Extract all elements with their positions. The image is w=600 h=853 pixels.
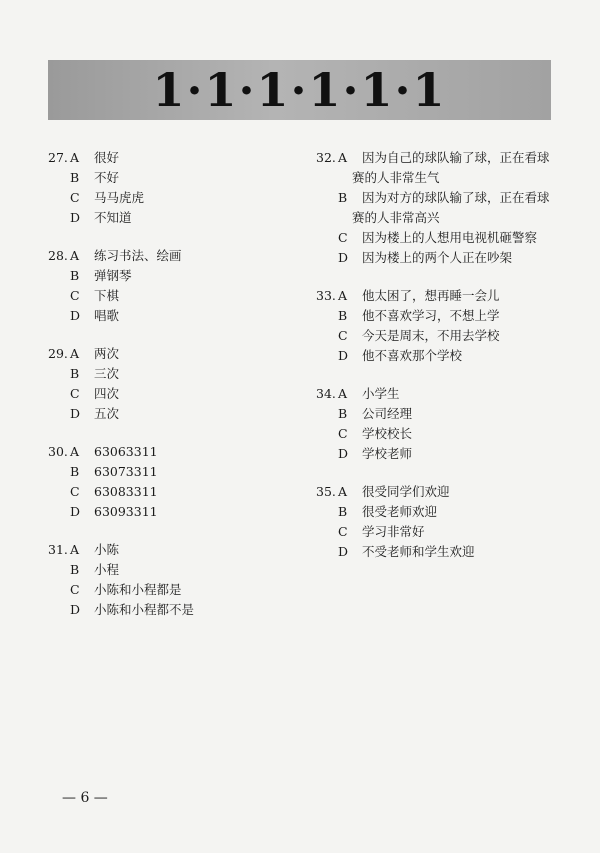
option-text: 因为楼上的两个人正在吵架 bbox=[362, 250, 513, 265]
question-number bbox=[48, 462, 70, 482]
option-text: 63063311 bbox=[94, 444, 158, 459]
answer-option bbox=[316, 346, 566, 366]
option-letter: A bbox=[70, 346, 80, 361]
option-text: 因为对方的球队输了球，正在看球 bbox=[362, 190, 550, 205]
option-letter: C bbox=[338, 524, 348, 539]
question-number bbox=[316, 306, 338, 326]
option-text: 练习书法、绘画 bbox=[94, 248, 182, 263]
option-text: 今天是周末，不用去学校 bbox=[362, 328, 500, 343]
answer-option bbox=[316, 384, 566, 404]
option-text: 不受老师和学生欢迎 bbox=[362, 544, 475, 559]
answer-option bbox=[48, 560, 298, 580]
option-letter: A bbox=[70, 444, 80, 459]
answer-option bbox=[316, 248, 566, 268]
question-number bbox=[316, 228, 338, 248]
question-block bbox=[48, 246, 298, 326]
option-text: 小陈和小程都不是 bbox=[94, 602, 195, 617]
answer-option bbox=[48, 442, 298, 462]
option-letter: D bbox=[338, 544, 349, 559]
question-number: 29. bbox=[48, 346, 68, 361]
question-block bbox=[48, 344, 298, 424]
option-letter: A bbox=[70, 150, 80, 165]
option-letter: A bbox=[70, 542, 80, 557]
option-letter: D bbox=[338, 250, 349, 265]
answer-option bbox=[48, 344, 298, 364]
question-number bbox=[316, 346, 338, 366]
question-number bbox=[48, 306, 70, 326]
question-number: 31. bbox=[48, 542, 68, 557]
option-text: 小程 bbox=[94, 562, 120, 577]
option-text-continuation: 赛的人非常生气 bbox=[352, 170, 440, 185]
option-letter: C bbox=[70, 190, 80, 205]
question-number bbox=[48, 580, 70, 600]
question-number: 33. bbox=[316, 288, 336, 303]
option-letter: B bbox=[70, 268, 80, 283]
option-text: 下棋 bbox=[94, 288, 120, 303]
question-block bbox=[48, 148, 298, 228]
answer-option bbox=[48, 600, 298, 620]
option-letter: B bbox=[70, 464, 80, 479]
answer-option bbox=[48, 148, 298, 168]
answer-option bbox=[316, 306, 566, 326]
right-question-column bbox=[316, 148, 566, 580]
left-question-column bbox=[48, 148, 298, 638]
answer-option bbox=[316, 522, 566, 542]
question-number bbox=[316, 248, 338, 268]
answer-option bbox=[48, 208, 298, 228]
option-text: 他不喜欢学习，不想上学 bbox=[362, 308, 500, 323]
option-text: 很受同学们欢迎 bbox=[362, 484, 450, 499]
header-banner bbox=[48, 60, 551, 120]
question-number bbox=[316, 522, 338, 542]
option-text: 两次 bbox=[94, 346, 120, 361]
option-letter: D bbox=[338, 446, 349, 461]
answer-option bbox=[48, 462, 298, 482]
answer-option bbox=[48, 384, 298, 404]
question-number bbox=[48, 482, 70, 502]
answer-option bbox=[48, 502, 298, 522]
option-letter: C bbox=[70, 582, 80, 597]
option-letter: C bbox=[70, 386, 80, 401]
answer-option bbox=[316, 286, 566, 306]
answer-option bbox=[48, 168, 298, 188]
option-letter: C bbox=[70, 484, 80, 499]
option-letter: B bbox=[338, 406, 348, 421]
option-letter: B bbox=[338, 308, 348, 323]
question-number bbox=[48, 384, 70, 404]
option-text: 不好 bbox=[94, 170, 120, 185]
answer-option bbox=[48, 482, 298, 502]
option-text: 马马虎虎 bbox=[94, 190, 145, 205]
question-number bbox=[316, 326, 338, 346]
question-number bbox=[48, 600, 70, 620]
question-number: 34. bbox=[316, 386, 336, 401]
option-text: 四次 bbox=[94, 386, 120, 401]
option-letter: B bbox=[338, 504, 348, 519]
answer-option bbox=[316, 148, 566, 168]
option-letter: A bbox=[338, 386, 348, 401]
option-letter: B bbox=[70, 366, 80, 381]
answer-option bbox=[316, 482, 566, 502]
option-text: 很好 bbox=[94, 150, 120, 165]
answer-option bbox=[316, 424, 566, 444]
answer-option bbox=[48, 266, 298, 286]
option-text: 小陈 bbox=[94, 542, 120, 557]
question-number bbox=[48, 188, 70, 208]
option-text: 小学生 bbox=[362, 386, 400, 401]
option-letter: A bbox=[70, 248, 80, 263]
question-number bbox=[48, 266, 70, 286]
question-number: 28. bbox=[48, 248, 68, 263]
question-number bbox=[48, 208, 70, 228]
option-letter: C bbox=[70, 288, 80, 303]
option-text: 他不喜欢那个学校 bbox=[362, 348, 463, 363]
option-letter: D bbox=[70, 504, 81, 519]
question-number: 30. bbox=[48, 444, 68, 459]
answer-option bbox=[316, 502, 566, 522]
option-text: 五次 bbox=[94, 406, 120, 421]
question-block bbox=[48, 442, 298, 522]
question-number bbox=[48, 286, 70, 306]
option-text: 63093311 bbox=[94, 504, 158, 519]
question-number bbox=[48, 560, 70, 580]
banner-text: 1·1·1·1·1·1 bbox=[152, 63, 447, 117]
option-text: 因为楼上的人想用电视机砸警察 bbox=[362, 230, 538, 245]
option-text: 公司经理 bbox=[362, 406, 413, 421]
question-block bbox=[316, 384, 566, 464]
question-number bbox=[48, 502, 70, 522]
option-letter: B bbox=[70, 170, 80, 185]
option-letter: B bbox=[70, 562, 80, 577]
question-number bbox=[316, 188, 338, 208]
option-text: 三次 bbox=[94, 366, 120, 381]
option-letter: C bbox=[338, 328, 348, 343]
option-letter: C bbox=[338, 426, 348, 441]
option-text: 唱歌 bbox=[94, 308, 120, 323]
answer-option bbox=[316, 326, 566, 346]
answer-option bbox=[316, 188, 566, 208]
option-text: 很受老师欢迎 bbox=[362, 504, 438, 519]
question-number: 32. bbox=[316, 150, 336, 165]
option-letter: A bbox=[338, 484, 348, 499]
answer-option bbox=[48, 540, 298, 560]
option-letter: D bbox=[70, 210, 81, 225]
answer-option bbox=[48, 404, 298, 424]
option-letter: D bbox=[70, 406, 81, 421]
option-letter: D bbox=[70, 602, 81, 617]
question-number bbox=[316, 542, 338, 562]
question-number bbox=[316, 404, 338, 424]
option-letter: A bbox=[338, 288, 348, 303]
question-block bbox=[48, 540, 298, 620]
option-letter: D bbox=[70, 308, 81, 323]
option-text: 因为自己的球队输了球，正在看球 bbox=[362, 150, 550, 165]
question-number bbox=[316, 424, 338, 444]
option-letter: C bbox=[338, 230, 348, 245]
option-text: 弹钢琴 bbox=[94, 268, 132, 283]
page-number: — 6 — bbox=[62, 790, 108, 806]
question-number: 27. bbox=[48, 150, 68, 165]
answer-option bbox=[48, 364, 298, 384]
option-text: 63073311 bbox=[94, 464, 158, 479]
question-number bbox=[48, 364, 70, 384]
option-text: 学习非常好 bbox=[362, 524, 425, 539]
question-number bbox=[48, 168, 70, 188]
question-number bbox=[316, 444, 338, 464]
option-letter: D bbox=[338, 348, 349, 363]
answer-option bbox=[48, 580, 298, 600]
question-block bbox=[316, 482, 566, 562]
option-text: 学校老师 bbox=[362, 446, 413, 461]
question-block bbox=[316, 148, 566, 268]
question-block bbox=[316, 286, 566, 366]
option-text: 学校校长 bbox=[362, 426, 413, 441]
question-number: 35. bbox=[316, 484, 336, 499]
answer-option bbox=[48, 246, 298, 266]
option-text: 63083311 bbox=[94, 484, 158, 499]
question-number bbox=[316, 502, 338, 522]
option-letter: A bbox=[338, 150, 348, 165]
answer-option bbox=[316, 542, 566, 562]
answer-option bbox=[48, 188, 298, 208]
question-number bbox=[48, 404, 70, 424]
option-letter: B bbox=[338, 190, 348, 205]
option-text: 他太困了，想再睡一会儿 bbox=[362, 288, 500, 303]
answer-option bbox=[316, 228, 566, 248]
option-text-continuation: 赛的人非常高兴 bbox=[352, 210, 440, 225]
answer-option bbox=[48, 286, 298, 306]
answer-option bbox=[316, 444, 566, 464]
option-text: 不知道 bbox=[94, 210, 132, 225]
answer-option bbox=[48, 306, 298, 326]
option-text: 小陈和小程都是 bbox=[94, 582, 182, 597]
answer-option bbox=[316, 404, 566, 424]
